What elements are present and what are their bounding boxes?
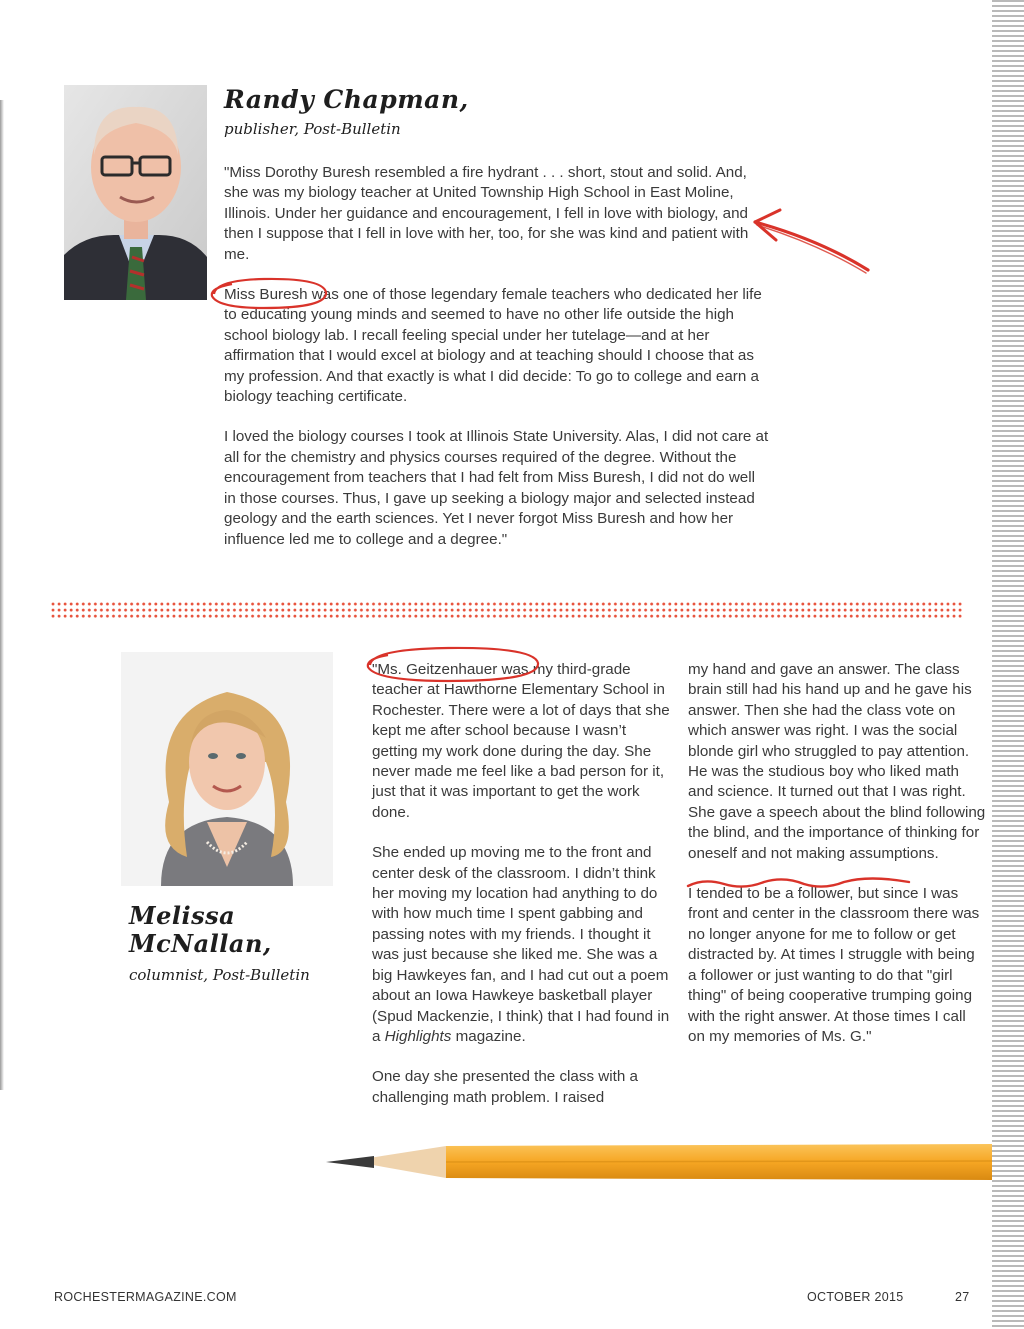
magazine-title: Highlights [384, 1027, 452, 1045]
paragraph: I loved the biology courses I took at Illinois State University. Alas, I did not care at all for the chemistry and physics courses required of the degree. Without the encouragement from teachers that I had felt from Miss Buresh, I did not do well in those courses. Thus, I gave up seeking a biology major and selected instead geology and the earth sciences. Yet I never forgot Miss Buresh and how her influence led me to college and a degree." [224, 428, 769, 548]
paragraph: One day she presented the class with a challenging math problem. I raised [372, 1068, 638, 1106]
profile-role: publisher, Post-Bulletin [224, 120, 401, 138]
footer-website: ROCHESTERMAGAZINE.COM [54, 1290, 237, 1304]
dotted-divider [50, 601, 962, 619]
text-span: She ended up moving me to the front and center desk of the classroom. I didn’t think her moving my location had anything to do with how much time I spent gabbing and passing notes with my friends. I thought it was just because she liked me. She was a big Hawkeyes fan, and I had cut out a poem about an Iowa Hawkeye basketball player (Spud Mackenzie, I think) that I had found in a [372, 844, 670, 1045]
article-body [224, 163, 769, 570]
randy-chapman-photo [64, 85, 207, 300]
profile-name [129, 902, 272, 957]
footer-issue-date: OCTOBER 2015 [807, 1290, 904, 1304]
profile-role: columnist, Post-Bulletin [129, 966, 310, 984]
decorative-stripe-border [992, 0, 1024, 1329]
melissa-mcnallan-photo [121, 652, 333, 886]
pencil-illustration [326, 1136, 992, 1186]
paragraph: Miss Buresh was one of those legendary female teachers who dedicated her life to educating young minds and seemed to have no other life outside the high school biology lab. I recall feeling special under her tutelage—and at her affirmation that I would excel at biology and at teaching should I choose that as my profession. And that exactly is what I did decide: To go to college and earn a biology teaching certificate. [224, 286, 762, 406]
article-column-2 [688, 660, 986, 1067]
profile-name-line: McNallan, [129, 928, 272, 958]
paragraph: "Miss Dorothy Buresh resembled a fire hydrant . . . short, stout and solid. And, she was my biology teacher at United Township High School in East Moline, Illinois. Under her guidance and encouragement, I fell in love with biology, and then I suppose that I fell in love with her, too, for she was kind and patient with me. [224, 164, 749, 263]
paragraph: I tended to be a follower, but since I was front and center in the classroom there was no longer anyone for me to follow or get distracted by. At times I struggle with being a follower or just wanting to do that "girl thing" of being cooperative trumping going with the right answer. At those times I call on my memories of Ms. G." [688, 885, 980, 1045]
paragraph: "Ms. Geitzenhauer was my third-grade teacher at Hawthorne Elementary School in Rochester. There were a lot of days that she kept me after school because I wasn’t getting my work done during the day. She never made me feel like a bad person for it, just that it was important to get the work done. [372, 661, 670, 821]
profile-name-line: Melissa [129, 901, 236, 930]
article-column-1 [372, 660, 670, 1128]
profile-name: Randy Chapman, [224, 85, 469, 114]
binding-shadow [0, 100, 4, 1090]
text-span: magazine. [451, 1027, 526, 1045]
paragraph: my hand and gave an answer. The class brain still had his hand up and he gave his answer. Then she had the class vote on which answer was right. I was the social blonde girl who struggled to pay attention. He was the studious boy who liked math and science. It turned out that I was right. She gave a speech about the blind following the blind, and the importance of thinking for oneself and not making assumptions. [688, 661, 986, 862]
paragraph [372, 843, 670, 1047]
page-number: 27 [955, 1290, 970, 1304]
